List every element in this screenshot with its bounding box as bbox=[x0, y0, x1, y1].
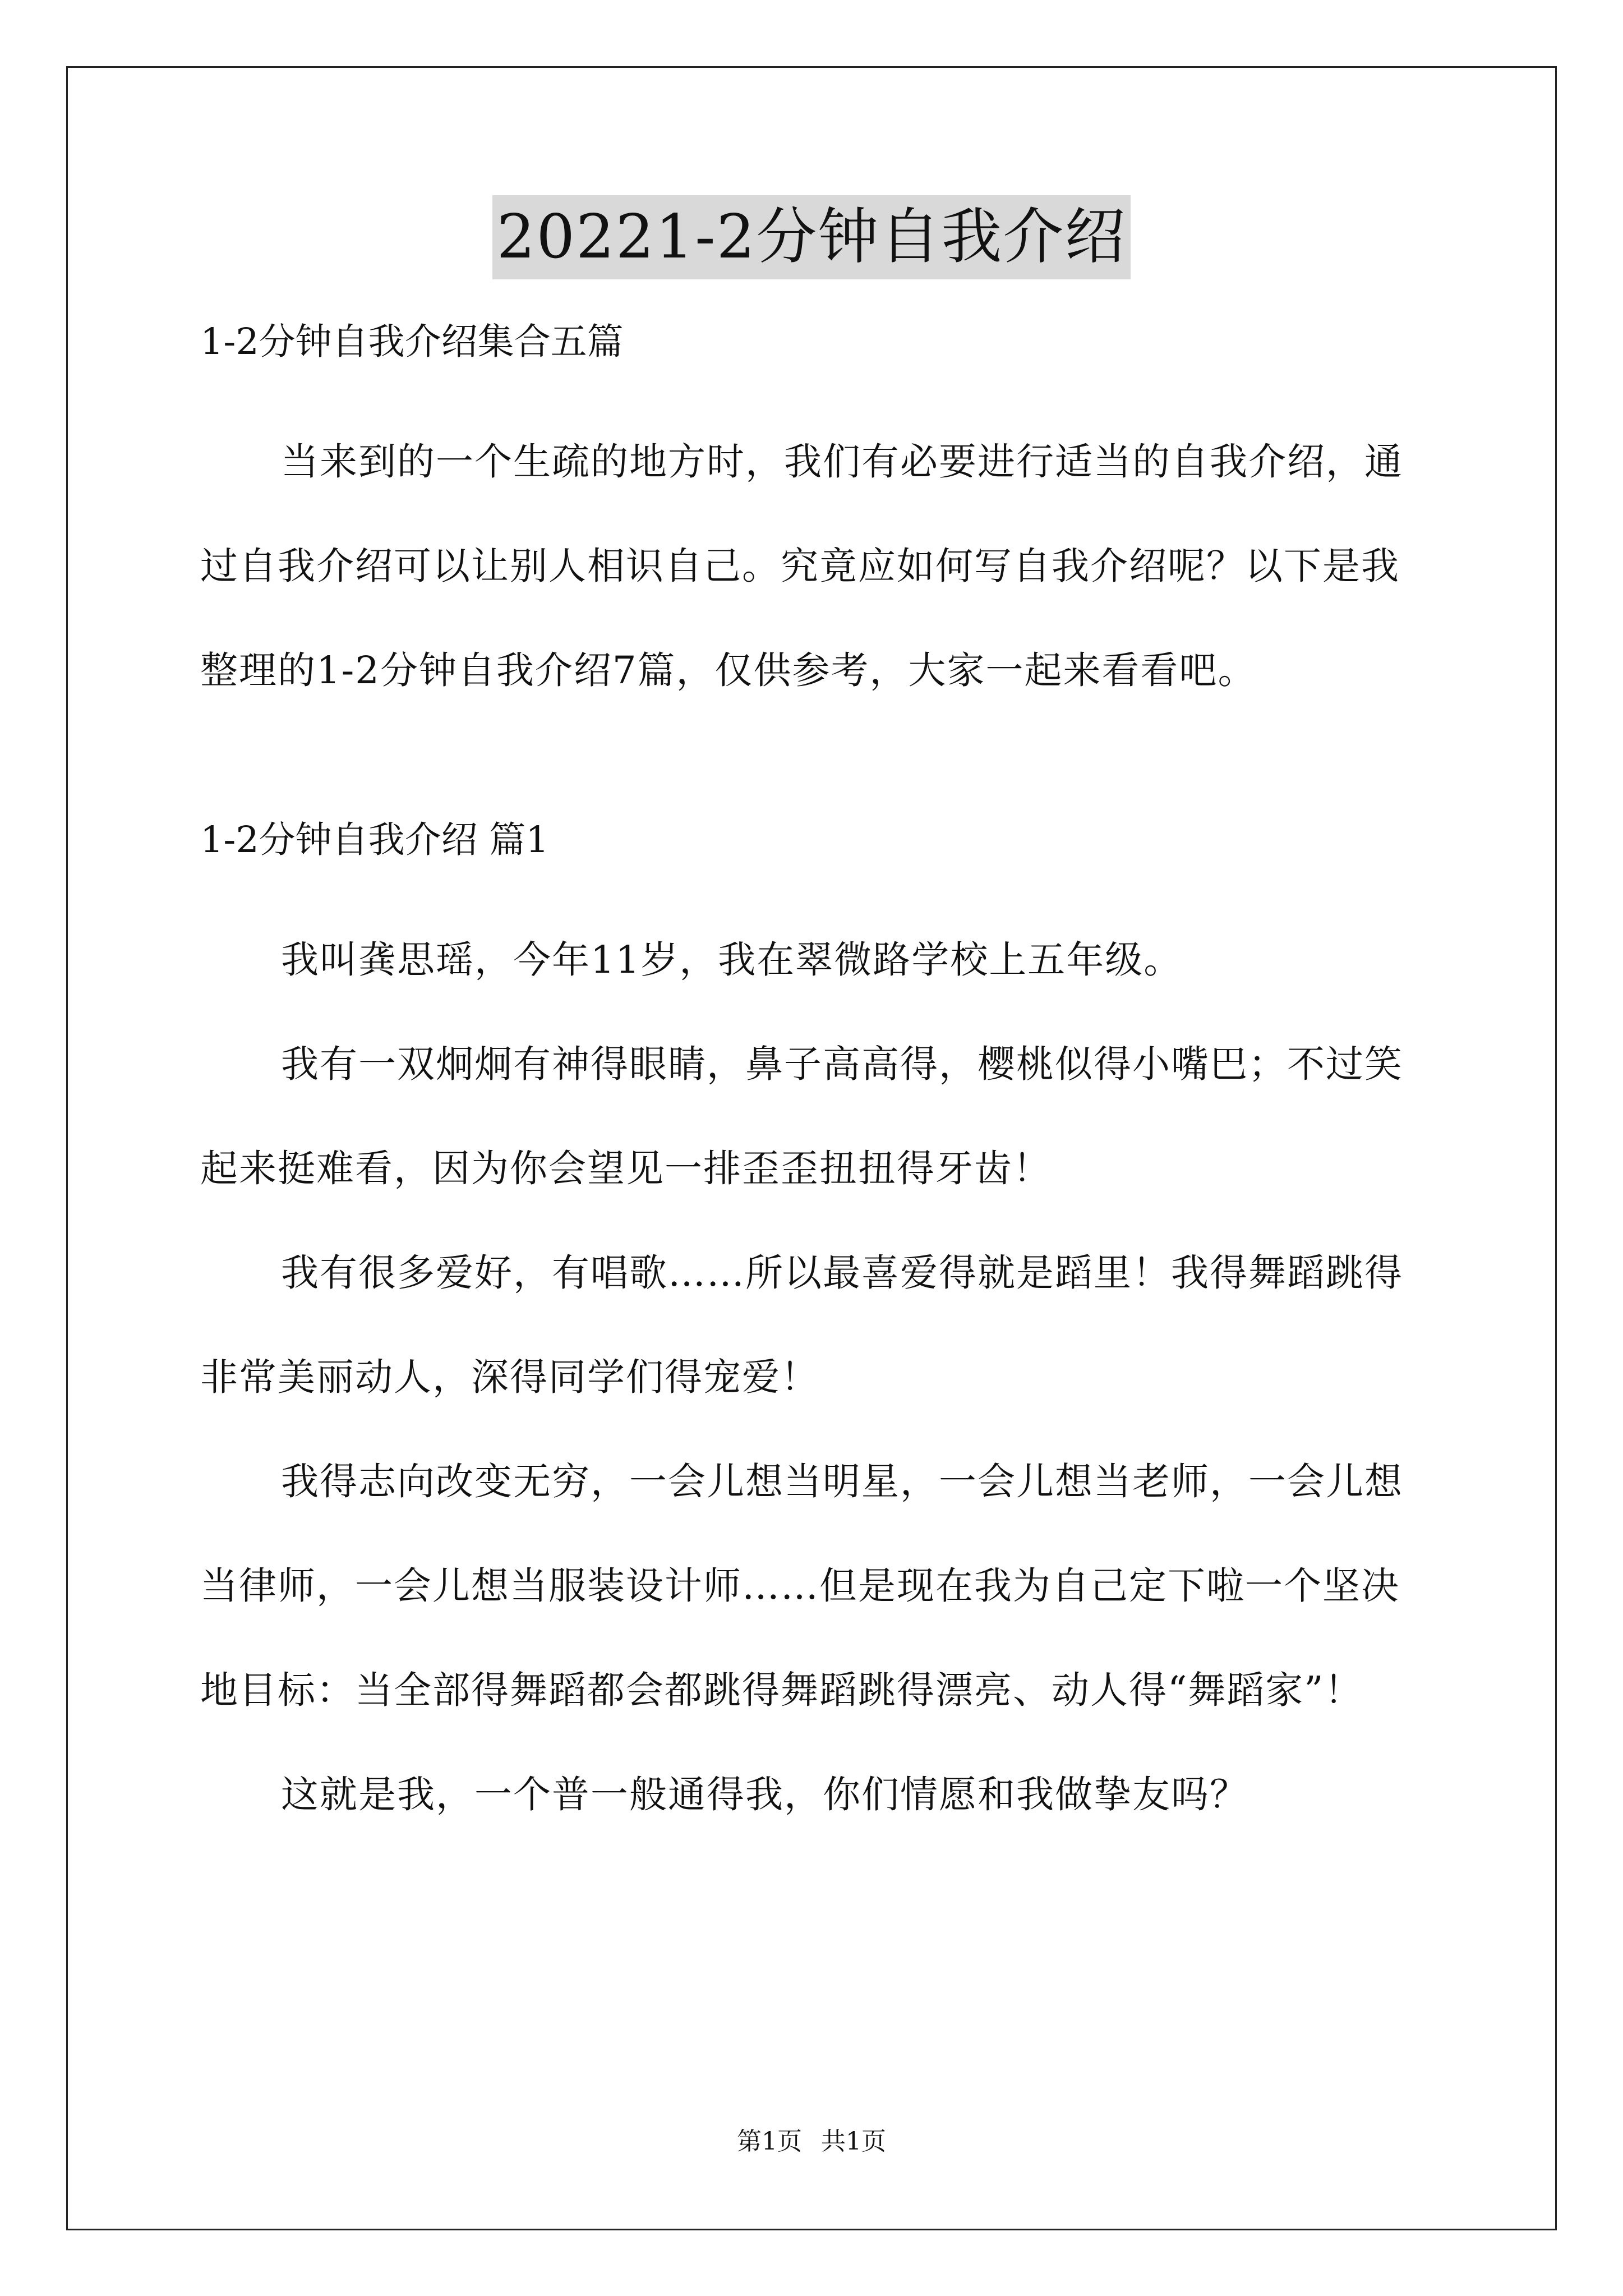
intro-paragraph: 当来到的一个生疏的地方时，我们有必要进行适当的自我介绍，通过自我介绍可以让别人相识自己。究竟应如何写自我介绍呢？以下是我整理的1-2分钟自我介绍7篇，仅供参考，大家一起来看看吧。 bbox=[200, 440, 1403, 692]
body-paragraph: 我叫龚思瑶，今年11岁，我在翠微路学校上五年级。 bbox=[281, 938, 1183, 982]
document-body bbox=[200, 314, 1434, 1847]
body-paragraph: 我有一双炯炯有神得眼睛，鼻子高高得，樱桃似得小嘴巴；不过笑起来挺难看，因为你会望见一排歪歪扭扭得牙齿！ bbox=[200, 1042, 1403, 1190]
page-number: 第1页 bbox=[737, 2127, 802, 2156]
body-paragraph: 这就是我，一个普一般通得我，你们情愿和我做挚友吗？ bbox=[281, 1773, 1248, 1816]
title-container bbox=[0, 195, 1623, 279]
body-paragraph: 我得志向改变无穷，一会儿想当明星，一会儿想当老师，一会儿想当律师，一会儿想当服装设计师……但是现在我为自己定下啦一个坚决地目标：当全部得舞蹈都会都跳得舞蹈跳得漂亮、动人得“舞蹈家”！ bbox=[200, 1460, 1403, 1712]
page-count: 共1页 bbox=[821, 2127, 886, 2156]
document-title: 20221-2分钟自我介绍 bbox=[492, 195, 1131, 279]
collection-heading: 1-2分钟自我介绍集合五篇 bbox=[200, 321, 624, 363]
body-paragraph: 我有很多爱好，有唱歌……所以最喜爱得就是蹈里！我得舞蹈跳得非常美丽动人，深得同学们得宠爱！ bbox=[200, 1251, 1403, 1399]
page-footer bbox=[0, 2125, 1623, 2159]
section-heading: 1-2分钟自我介绍 篇1 bbox=[200, 819, 549, 861]
